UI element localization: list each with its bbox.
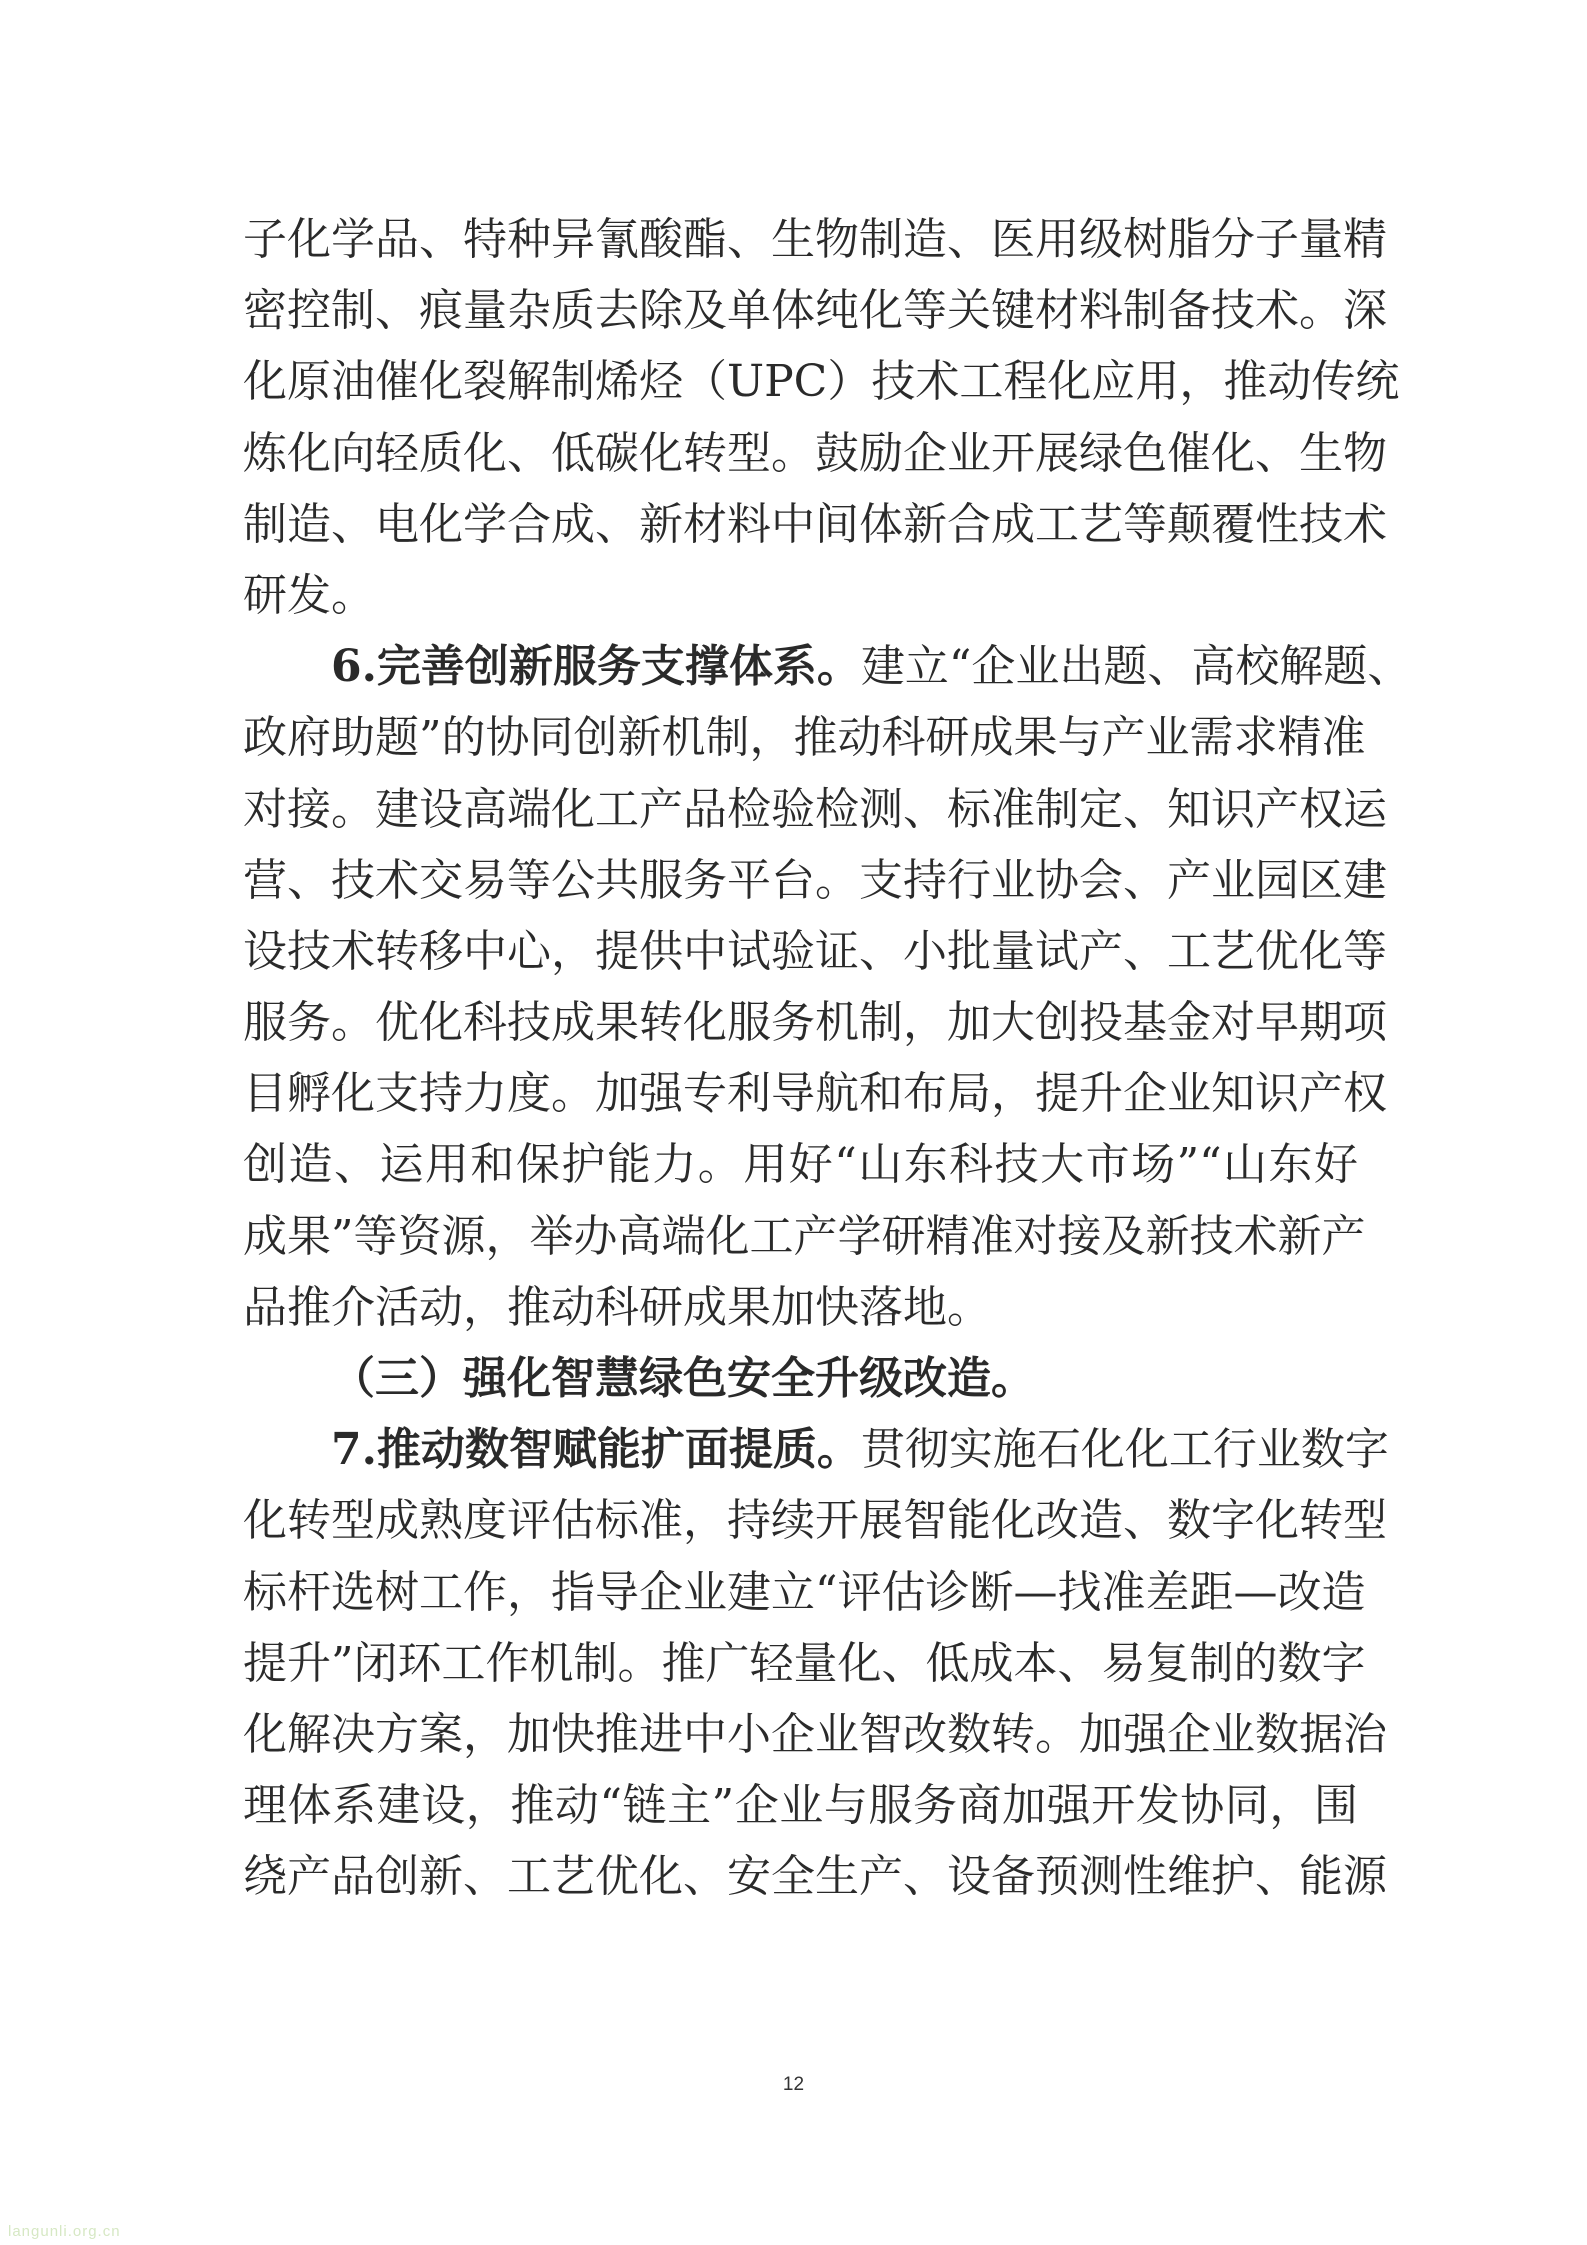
text-line: 成果”等资源，举办高端化工产学研精准对接及新技术新产 xyxy=(243,1210,1366,1262)
text-line: 炼化向轻质化、低碳化转型。鼓励企业开展绿色催化、生物 xyxy=(243,427,1387,479)
paragraph-first-line xyxy=(243,1414,1389,1485)
text-line: 营、技术交易等公共服务平台。支持行业协会、产业园区建 xyxy=(243,854,1387,906)
text-line: 服务。优化科技成果转化服务机制，加大创投基金对早期项 xyxy=(243,997,1387,1049)
page-number: 12 xyxy=(782,2074,805,2095)
text-line: 绕产品创新、工艺优化、安全生产、设备预测性维护、能源 xyxy=(243,1851,1387,1903)
text-line: 对接。建设高端化工产品检验检测、标准制定、知识产权运 xyxy=(243,783,1387,835)
text-line: 设技术转移中心，提供中试验证、小批量试产、工艺优化等 xyxy=(243,925,1387,977)
text-line: 品推介活动，推动科研成果加快落地。 xyxy=(243,1281,991,1333)
text-line: 研发。 xyxy=(243,569,375,621)
text-line: 化解决方案，加快推进中小企业智改数转。加强企业数据治 xyxy=(243,1708,1387,1760)
text-line: 提升”闭环工作机制。推广轻量化、低成本、易复制的数字 xyxy=(243,1637,1366,1689)
text-line: 密控制、痕量杂质去除及单体纯化等关键材料制备技术。深 xyxy=(243,285,1387,337)
text-line: 理体系建设，推动“链主”企业与服务商加强开发协同，围 xyxy=(243,1780,1358,1832)
section-heading: （三）强化智慧绿色安全升级改造。 xyxy=(331,1353,1035,1404)
text-line: 政府助题”的协同创新机制，推动科研成果与产业需求精准 xyxy=(243,712,1366,764)
item-title: 6.完善创新服务支撑体系。 xyxy=(331,641,861,693)
text-line: 制造、电化学合成、新材料中间体新合成工艺等颠覆性技术 xyxy=(243,498,1387,550)
body-text xyxy=(243,204,1412,1913)
text-line: 创造、运用和保护能力。用好“山东科技大市场”“山东好 xyxy=(243,1139,1358,1191)
text-run: 建立“企业出题、高校解题、 xyxy=(860,641,1412,693)
watermark: langunli.org.cn xyxy=(8,2223,121,2240)
text-line: 标杆选树工作，指导企业建立“评估诊断—找准差距—改造 xyxy=(243,1566,1366,1618)
paragraph-first-line xyxy=(243,631,1412,702)
text-line: 目孵化支持力度。加强专利导航和布局，提升企业知识产权 xyxy=(243,1068,1387,1120)
text-line: 子化学品、特种异氰酸酯、生物制造、医用级树脂分子量精 xyxy=(243,214,1387,265)
text-line: 化原油催化裂解制烯烃（UPC）技术工程化应用，推动传统 xyxy=(243,356,1400,408)
item-title: 7.推动数智赋能扩面提质。 xyxy=(331,1424,861,1476)
text-line: 化转型成熟度评估标准，持续开展智能化改造、数字化转型 xyxy=(243,1495,1387,1547)
text-run: 贯彻实施石化化工行业数字 xyxy=(860,1424,1389,1476)
